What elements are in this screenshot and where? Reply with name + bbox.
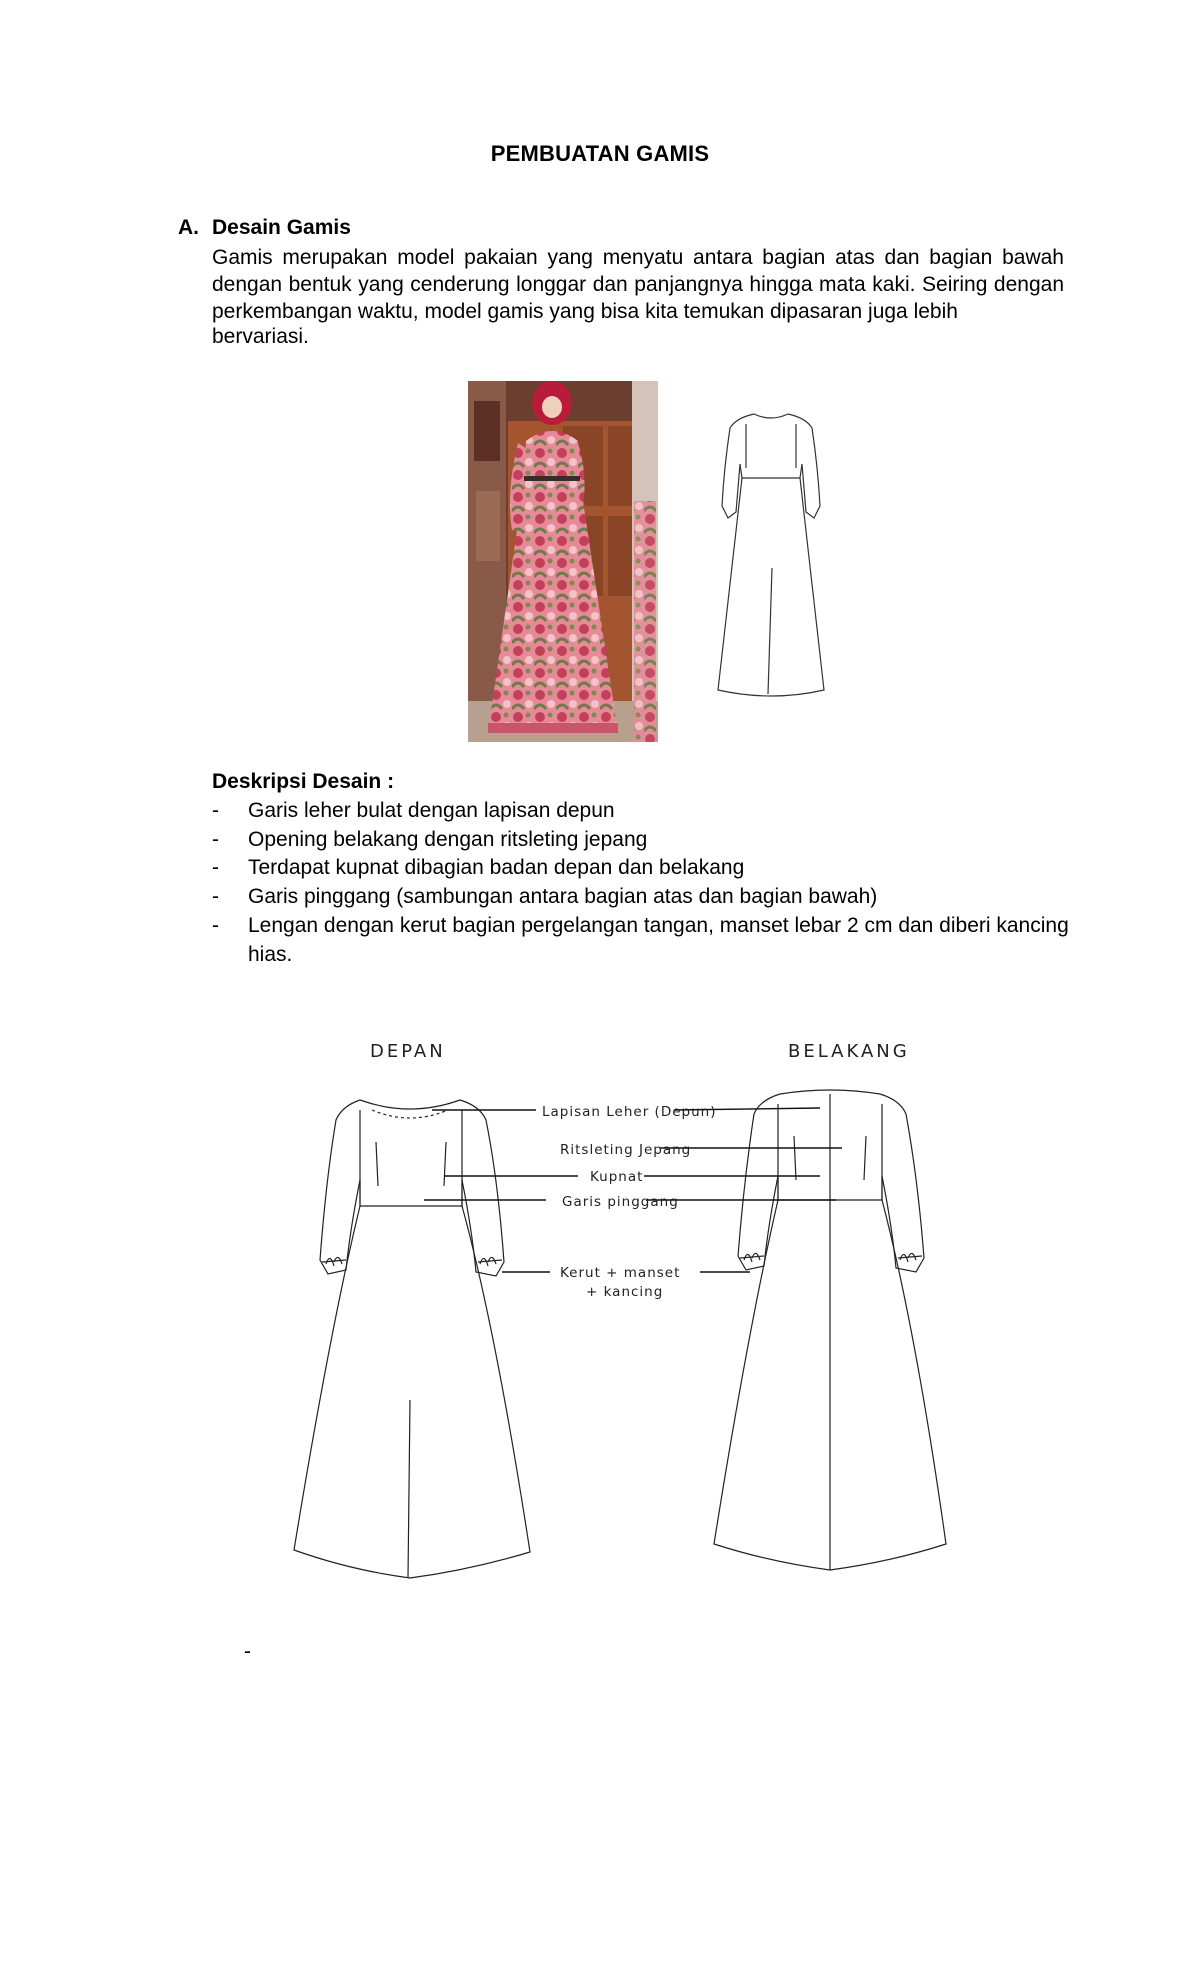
list-item <box>212 854 1072 883</box>
bullet-dash: - <box>212 827 219 851</box>
list-item-text: Lengan dengan kerut bagian pergelangan tangan, manset lebar 2 cm dan diberi kancing hias. <box>248 913 1069 966</box>
bullet-dash: - <box>212 856 219 880</box>
bullet-dash: - <box>212 885 219 909</box>
page-title: PEMBUATAN GAMIS <box>490 141 710 166</box>
callout-waist: Garis pinggang <box>562 1194 679 1210</box>
front-dress-drawing <box>294 1100 530 1578</box>
list-item-text: Garis pinggang (sambungan antara bagian atas dan bagian bawah) <box>248 885 878 909</box>
description-list <box>212 797 1072 969</box>
callout-lines <box>424 1108 842 1272</box>
callout-zipper: Ritsleting Jepang <box>560 1142 692 1158</box>
list-item-text: Terdapat kupnat dibagian badan depan dan belakang <box>248 856 745 880</box>
callout-cuff-line2: + kancing <box>586 1284 664 1300</box>
section-letter: A. <box>178 216 199 239</box>
back-dress-drawing <box>714 1090 946 1570</box>
callout-neck: Lapisan Leher (Depun) <box>542 1104 717 1120</box>
gamis-photo <box>468 381 658 742</box>
description-heading: Deskripsi Desain : <box>212 770 395 793</box>
bullet-dash: - <box>212 913 219 937</box>
section-paragraph-last-line: bervariasi. <box>212 325 309 348</box>
front-label: DEPAN <box>370 1041 446 1062</box>
gamis-sketch-small <box>712 408 830 708</box>
section-paragraph: Gamis merupakan model pakaian yang menyatu antara bagian atas dan bagian bawah dengan bentuk yang cenderung longgar dan panjangnya hingga mata kaki. Seiring dengan perkembangan waktu, model gamis yang bisa kita temukan dipasaran juga lebih <box>212 246 1064 323</box>
list-item-text: Opening belakang dengan ritsleting jepang <box>248 827 648 851</box>
list-item <box>212 797 1072 826</box>
callout-cuff-line1: Kerut + manset <box>560 1265 681 1281</box>
section-heading <box>178 216 351 240</box>
callout-labels <box>542 1104 716 1300</box>
list-item <box>212 883 1072 912</box>
technical-drawing <box>290 1030 1010 1590</box>
list-item-text: Garis leher bulat dengan lapisan depun <box>248 799 615 822</box>
callout-dart: Kupnat <box>590 1169 644 1185</box>
trailing-dash: - <box>244 1640 251 1663</box>
bullet-dash: - <box>212 799 219 822</box>
list-item <box>212 912 1072 969</box>
section-title: Desain Gamis <box>212 216 351 239</box>
back-label: BELAKANG <box>788 1041 910 1062</box>
list-item <box>212 826 1072 855</box>
